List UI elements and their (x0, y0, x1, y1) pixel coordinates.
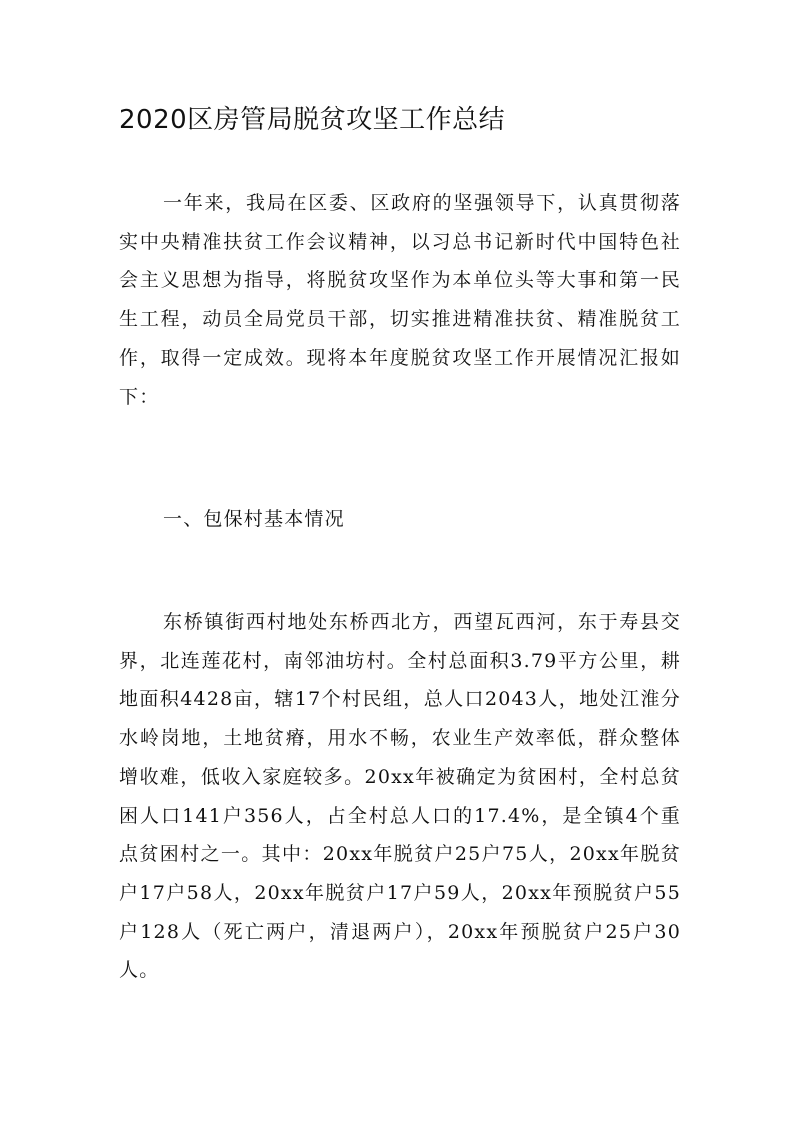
section-heading: 一、包保村基本情况 (163, 508, 345, 530)
document-title: 2020区房管局脱贫攻坚工作总结 (119, 105, 506, 135)
section-paragraph: 东桥镇街西村地处东桥西北方，西望瓦西河，东于寿县交界，北连莲花村，南邻油坊村。全村总面积3.79平方公里，耕地面积4428亩，辖17个村民组，总人口2043人，地处江淮分水岭岗地，土地贫瘠，用水不畅，农业生产效率低，群众整体增收难，低收入家庭较多。20xx年被确定为贫困村，全村总贫困人口141户356人，占全村总人口的17.4%，是全镇4个重点贫困村之一。其中：20xx年脱贫户25户75人，20xx年脱贫户17户58人，20xx年脱贫户17户59人，20xx年预脱贫户55户128人（死亡两户，清退两户），20xx年预脱贫户25户30人。 (119, 611, 681, 982)
intro-paragraph: 一年来，我局在区委、区政府的坚强领导下，认真贯彻落实中央精准扶贫工作会议精神，以习总书记新时代中国特色社会主义思想为指导，将脱贫攻坚作为本单位头等大事和第一民生工程，动员全局党员干部，切实推进精准扶贫、精准脱贫工作，取得一定成效。现将本年度脱贫攻坚工作开展情况汇报如下： (119, 192, 681, 408)
